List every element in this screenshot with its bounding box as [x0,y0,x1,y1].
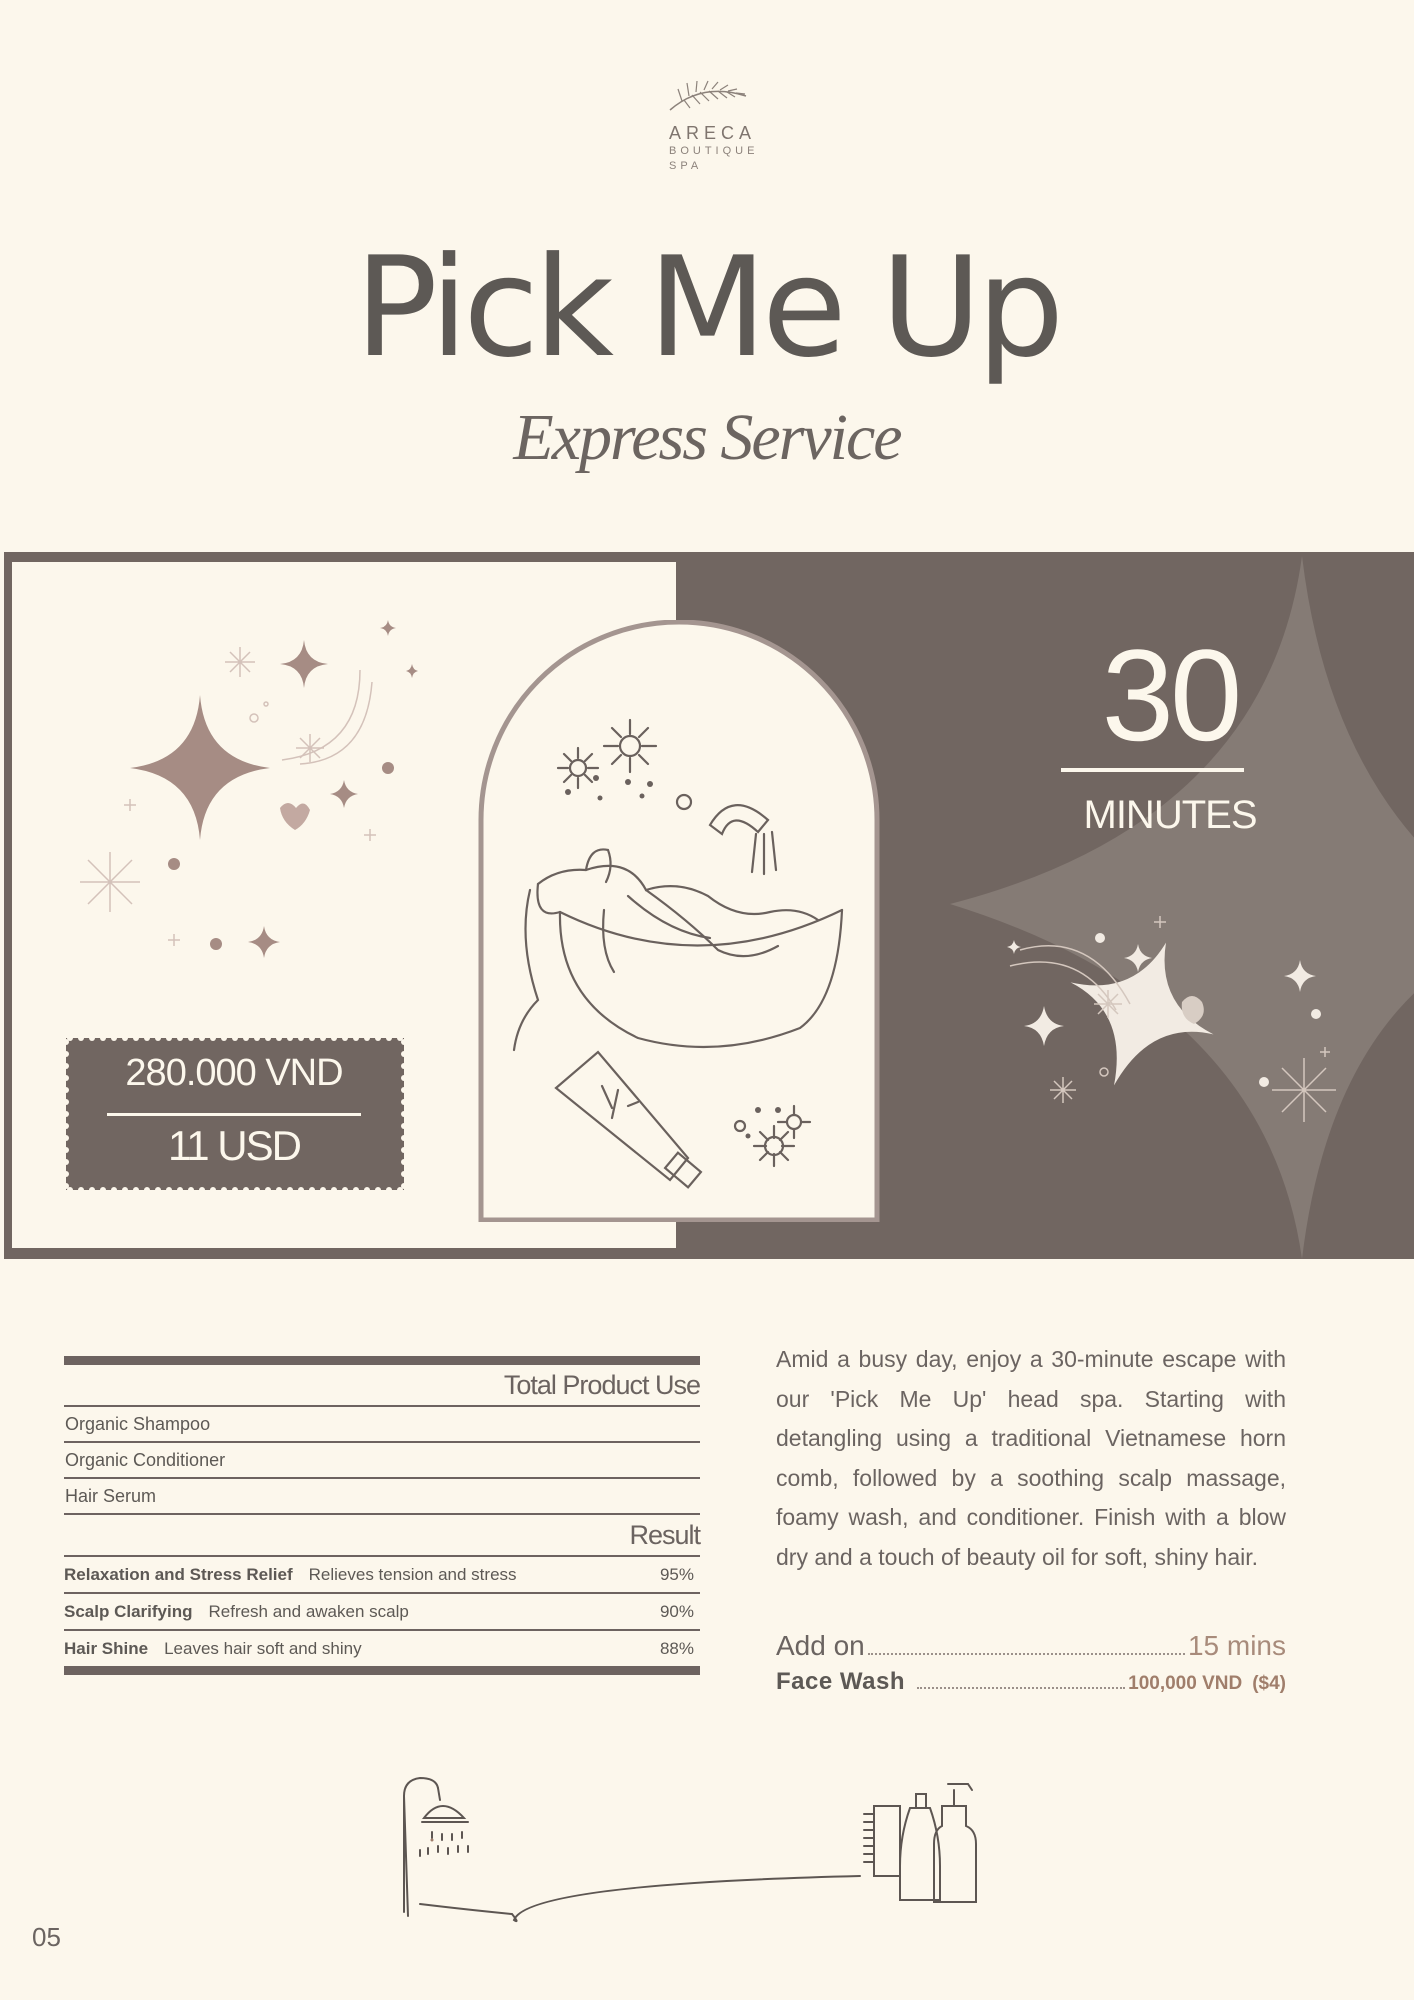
product-row: Organic Shampoo [64,1407,700,1443]
price-vnd: 280.000 VND [125,1052,343,1094]
footer-illustration [380,1766,1010,1926]
result-name: Relaxation and Stress Relief [64,1565,293,1584]
duration-divider [1061,768,1244,772]
result-desc: Relieves tension and stress [308,1565,517,1584]
result-percent: 88% [659,1639,694,1658]
result-row [64,1557,700,1594]
result-row [64,1631,700,1666]
result-name: Hair Shine [64,1639,149,1658]
price-divider [107,1113,361,1116]
addon-price: 100,000 VND [1128,1673,1243,1694]
product-result-table [64,1356,700,1675]
duration-unit: MINUTES [1083,793,1257,837]
price-usd: 11 USD [168,1122,300,1169]
page-number: 05 [32,1922,61,1952]
page-title: Pick Me Up [354,227,1060,388]
result-name: Scalp Clarifying [64,1602,193,1621]
page-subtitle: Express Service [513,401,901,474]
comb-bottles-icon [864,1784,976,1902]
head-spa-illustration [478,620,880,1222]
addon-label: Add on [776,1630,865,1661]
result-desc: Leaves hair soft and shiny [164,1639,362,1658]
addon-section [776,1630,1286,1696]
results-heading: Result [64,1515,700,1557]
table-top-rule [64,1356,700,1365]
addon-price-usd: ($4) [1252,1673,1286,1694]
leader-dots [917,1687,1125,1689]
brand-name: ARECA [669,123,757,143]
brand-line2: BOUTIQUE [669,145,759,157]
table-bottom-rule [64,1666,700,1675]
brand-line3: SPA [669,160,703,172]
result-desc: Refresh and awaken scalp [208,1602,409,1621]
product-row: Organic Conditioner [64,1443,700,1479]
palm-leaf-icon [662,80,752,116]
duration-value: 30 [1101,622,1239,768]
footer-line [420,1876,860,1921]
sparkle-icon [60,600,440,980]
result-row [64,1594,700,1631]
service-description: Amid a busy day, enjoy a 30-minute escape with our 'Pick Me Up' head spa. Starting with detangling using a traditional Vietnamese horn comb, followed by a soothing scalp massage, foamy wash, and conditioner. Finish with a blow dry and a touch of beauty oil for soft, shiny hair. [776,1346,1286,1570]
brand-logo [0,80,1414,174]
addon-item-row [776,1668,1286,1696]
leader-dots [868,1653,1185,1655]
addon-duration: 15 mins [1187,1630,1286,1661]
sparkle-icon-right [960,900,1360,1180]
result-percent: 90% [659,1602,694,1621]
addon-item: Face Wash [776,1668,905,1695]
shower-head-icon [404,1778,468,1916]
addon-row [776,1630,1286,1662]
products-heading: Total Product Use [64,1365,700,1407]
result-percent: 95% [659,1565,694,1584]
product-row: Hair Serum [64,1479,700,1515]
